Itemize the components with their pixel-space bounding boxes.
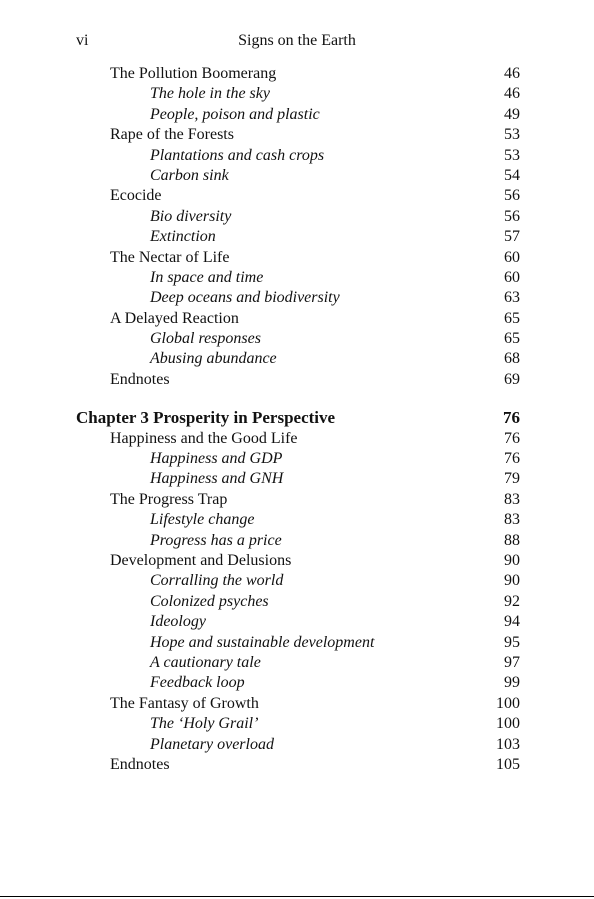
table-of-contents xyxy=(0,64,594,775)
toc-entry-title: The Pollution Boomerang xyxy=(110,65,277,82)
toc-entry-page: 56 xyxy=(504,187,520,205)
page-number: vi xyxy=(76,32,89,49)
toc-entry-page: 83 xyxy=(504,511,520,529)
toc-entry-page: 46 xyxy=(504,85,520,103)
toc-entry-page: 63 xyxy=(504,289,520,307)
toc-entry-page: 68 xyxy=(504,350,520,368)
toc-entry-title: Hope and sustainable development xyxy=(150,633,375,651)
toc-entry-subsection xyxy=(0,146,594,166)
toc-entry-title: A cautionary tale xyxy=(150,653,261,671)
toc-entry-subsection xyxy=(0,612,594,632)
toc-entry-page: 57 xyxy=(504,228,520,246)
toc-entry-section xyxy=(0,755,594,775)
toc-entry-page: 69 xyxy=(504,370,520,388)
toc-entry-page: 95 xyxy=(504,633,520,651)
toc-entry-page: 76 xyxy=(504,450,520,468)
toc-entry-title: Rape of the Forests xyxy=(110,126,234,144)
toc-entry-title: The hole in the sky xyxy=(150,85,270,103)
toc-entry-title: Happiness and GNH xyxy=(150,470,284,488)
toc-entry-title: Extinction xyxy=(150,228,216,246)
toc-entry-page: 90 xyxy=(504,551,520,569)
toc-entry-subsection xyxy=(0,592,594,612)
toc-entry-title: Progress has a price xyxy=(150,531,282,549)
toc-entry-subsection xyxy=(0,714,594,734)
toc-entry-subsection xyxy=(0,268,594,288)
toc-entry-section xyxy=(0,64,594,84)
toc-entry-title: Corralling the world xyxy=(150,572,284,590)
toc-entry-title: Carbon sink xyxy=(150,166,229,184)
toc-entry-title: People, poison and plastic xyxy=(150,105,320,123)
chapter-gap xyxy=(0,390,594,408)
toc-entry-title: Endnotes xyxy=(110,370,170,388)
toc-entry-title: Endnotes xyxy=(110,755,170,773)
toc-entry-section xyxy=(0,309,594,329)
toc-entry-section xyxy=(0,248,594,268)
toc-entry-title: The Nectar of Life xyxy=(110,248,230,266)
toc-entry-page: 97 xyxy=(504,653,520,671)
toc-entry-page: 79 xyxy=(504,470,520,488)
toc-entry-subsection xyxy=(0,227,594,247)
toc-entry-title: Bio diversity xyxy=(150,207,232,225)
toc-entry-page: 53 xyxy=(504,146,520,164)
toc-entry-page: 99 xyxy=(504,674,520,692)
toc-entry-subsection xyxy=(0,735,594,755)
toc-entry-title: Deep oceans and biodiversity xyxy=(150,289,340,307)
toc-entry-subsection xyxy=(0,653,594,673)
toc-entry-subsection xyxy=(0,449,594,469)
toc-entry-page: 100 xyxy=(496,715,520,733)
toc-entry-title: Feedback loop xyxy=(150,674,245,692)
toc-entry-page: 83 xyxy=(504,490,520,508)
toc-section-chapter-3 xyxy=(0,429,594,776)
toc-entry-page: 65 xyxy=(504,330,520,348)
toc-entry-subsection xyxy=(0,166,594,186)
toc-entry-page: 49 xyxy=(504,105,520,123)
toc-entry-subsection xyxy=(0,84,594,104)
toc-entry-title: Abusing abundance xyxy=(150,350,277,368)
toc-entry-title: The Progress Trap xyxy=(110,490,228,508)
chapter-title: Chapter 3 Prosperity in Perspective xyxy=(76,408,336,428)
toc-entry-title: Ecocide xyxy=(110,187,162,205)
toc-entry-title: Happiness and the Good Life xyxy=(110,429,298,447)
toc-entry-page: 94 xyxy=(504,613,520,631)
toc-entry-title: The ‘Holy Grail’ xyxy=(150,715,259,733)
page-header xyxy=(0,32,594,52)
toc-entry-section xyxy=(0,370,594,390)
toc-entry-subsection xyxy=(0,288,594,308)
bottom-rule xyxy=(0,896,594,897)
toc-entry-page: 76 xyxy=(504,429,520,447)
toc-section-chapter-2-continued xyxy=(0,64,594,390)
toc-entry-page: 88 xyxy=(504,531,520,549)
toc-entry-subsection xyxy=(0,531,594,551)
toc-entry-section xyxy=(0,186,594,206)
chapter-page-number: 76 xyxy=(503,408,520,428)
toc-entry-subsection xyxy=(0,633,594,653)
toc-entry-section xyxy=(0,490,594,510)
toc-entry-subsection xyxy=(0,673,594,693)
toc-entry-section xyxy=(0,429,594,449)
toc-entry-page: 53 xyxy=(504,126,520,144)
running-title: Signs on the Earth xyxy=(238,32,356,49)
toc-entry-page: 103 xyxy=(496,735,520,753)
toc-entry-page: 60 xyxy=(504,248,520,266)
toc-entry-page: 56 xyxy=(504,207,520,225)
chapter-heading xyxy=(0,408,594,428)
toc-entry-section xyxy=(0,694,594,714)
toc-entry-title: Ideology xyxy=(150,613,206,631)
toc-entry-title: In space and time xyxy=(150,268,264,286)
toc-entry-title: A Delayed Reaction xyxy=(110,309,239,327)
toc-entry-subsection xyxy=(0,571,594,591)
toc-entry-title: Colonized psyches xyxy=(150,592,269,610)
toc-entry-section xyxy=(0,125,594,145)
toc-entry-page: 92 xyxy=(504,592,520,610)
toc-entry-title: Happiness and GDP xyxy=(150,450,283,468)
toc-entry-subsection xyxy=(0,510,594,530)
toc-entry-page: 60 xyxy=(504,268,520,286)
toc-entry-page: 90 xyxy=(504,572,520,590)
toc-entry-title: Development and Delusions xyxy=(110,551,292,569)
toc-entry-page: 105 xyxy=(496,755,520,773)
toc-entry-subsection xyxy=(0,469,594,489)
toc-entry-title: Plantations and cash crops xyxy=(150,146,325,164)
toc-entry-page: 100 xyxy=(496,694,520,712)
toc-entry-title: Lifestyle change xyxy=(150,511,255,529)
toc-entry-subsection xyxy=(0,349,594,369)
toc-entry-title: Global responses xyxy=(150,330,261,348)
toc-entry-page: 46 xyxy=(504,65,520,82)
toc-entry-subsection xyxy=(0,105,594,125)
toc-entry-subsection xyxy=(0,329,594,349)
toc-entry-section xyxy=(0,551,594,571)
toc-entry-subsection xyxy=(0,207,594,227)
toc-entry-title: The Fantasy of Growth xyxy=(110,694,259,712)
toc-entry-title: Planetary overload xyxy=(150,735,274,753)
toc-entry-page: 54 xyxy=(504,166,520,184)
toc-entry-page: 65 xyxy=(504,309,520,327)
